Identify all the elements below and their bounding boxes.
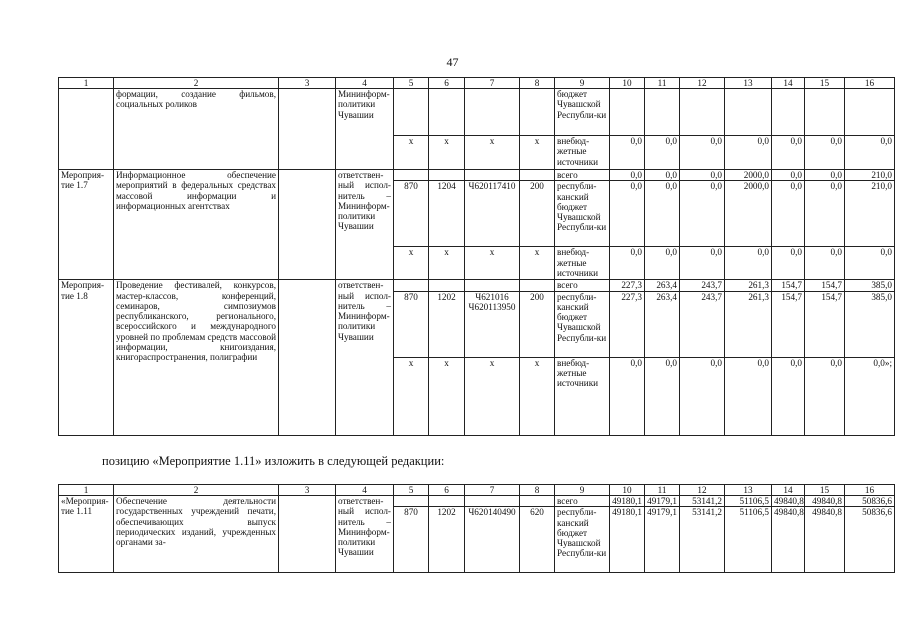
value-cell: 261,3: [725, 291, 772, 357]
cell: [772, 89, 805, 136]
cell: [429, 89, 465, 136]
column-number: 7: [465, 485, 520, 496]
column-number: 11: [645, 485, 680, 496]
value-cell: 49840,8: [772, 496, 805, 507]
column-number: 2: [114, 485, 279, 496]
funding-source: всего: [555, 170, 610, 181]
activity-name: Проведение фестивалей, конкурсов, мастер-классов, конференций, семинаров, симпозиумов республиканского, регионального, всероссийского и международного уровней по проблемам средств массовой информации, книгоиздания, книгораспространения, полиграфии: [114, 280, 279, 435]
column-number: 13: [725, 78, 772, 89]
cell: [845, 89, 895, 136]
activity-label-cell: [59, 89, 114, 170]
value-cell: 51106,5: [725, 507, 772, 573]
cell: [394, 89, 429, 136]
column-number: 1: [59, 78, 114, 89]
cell: x: [520, 136, 555, 170]
funding-source: всего: [555, 280, 610, 291]
funding-source: внебюд-жетные источники: [555, 136, 610, 170]
value-cell: 2000,0: [725, 181, 772, 247]
column-number: 13: [725, 485, 772, 496]
value-cell: 210,0: [845, 170, 895, 181]
value-cell: 0,0: [610, 170, 645, 181]
funding-source: республи-канский бюджет Чувашской Республи-ки: [555, 181, 610, 247]
value-cell: 385,0: [845, 291, 895, 357]
value-cell: 51106,5: [725, 496, 772, 507]
value-cell: 0,0: [680, 247, 725, 280]
cell: [645, 89, 680, 136]
empty-cell: [279, 89, 336, 170]
value-cell: 0,0: [845, 136, 895, 170]
cell: [394, 280, 429, 291]
cell: [394, 496, 429, 507]
cell: [429, 170, 465, 181]
cell: 870: [394, 291, 429, 357]
table-row: [59, 280, 895, 291]
value-cell: 49180,1: [610, 496, 645, 507]
funding-source: республи-канский бюджет Чувашской Республи-ки: [555, 507, 610, 573]
cell: x: [394, 357, 429, 435]
value-cell: 49179,1: [645, 507, 680, 573]
value-cell: 49180,1: [610, 507, 645, 573]
value-cell: 0,0: [725, 357, 772, 435]
value-cell: 0,0: [610, 136, 645, 170]
value-cell: 0,0: [725, 247, 772, 280]
cell: x: [429, 136, 465, 170]
executor: ответствен-ный испол-нитель – Мининформ-политики Чувашии: [336, 496, 394, 573]
cell: Ч620117410: [465, 181, 520, 247]
empty-cell: [279, 170, 336, 280]
value-cell: 0,0: [725, 136, 772, 170]
program-table-continued: [58, 77, 895, 436]
cell: [429, 496, 465, 507]
cell: [465, 496, 520, 507]
column-number: 2: [114, 78, 279, 89]
cell: [465, 280, 520, 291]
funding-source: республи-канский бюджет Чувашской Республи-ки: [555, 291, 610, 357]
value-cell: 0,0: [845, 247, 895, 280]
column-number: 8: [520, 78, 555, 89]
cell: [394, 170, 429, 181]
cell: [429, 280, 465, 291]
activity-label: Мероприя-тие 1.7: [59, 170, 114, 280]
executor: ответствен-ный испол-нитель – Мининформ-политики Чувашии: [336, 280, 394, 435]
cell: x: [429, 357, 465, 435]
amendment-instruction: позицию «Мероприятие 1.11» изложить в следующей редакции:: [102, 454, 445, 468]
cell: 1202: [429, 291, 465, 357]
empty-cell: [279, 496, 336, 573]
value-cell: 154,7: [772, 291, 805, 357]
cell: 870: [394, 507, 429, 573]
value-cell: 227,3: [610, 291, 645, 357]
column-number: 3: [279, 78, 336, 89]
cell: [520, 89, 555, 136]
column-number: 16: [845, 78, 895, 89]
value-cell: 50836,6: [845, 507, 895, 573]
funding-source: внебюд-жетные источники: [555, 357, 610, 435]
cell: x: [520, 357, 555, 435]
column-number: 10: [610, 485, 645, 496]
value-cell: 0,0: [680, 170, 725, 181]
empty-cell: [279, 280, 336, 435]
cell: [725, 89, 772, 136]
activity-name: Информационное обеспечение мероприятий в федеральных средствах массовой информации и информационных агентствах: [114, 170, 279, 280]
value-cell: 0,0: [645, 181, 680, 247]
value-cell: 227,3: [610, 280, 645, 291]
column-number: 1: [59, 485, 114, 496]
value-cell: 0,0: [772, 170, 805, 181]
value-cell: 0,0: [772, 136, 805, 170]
value-cell: 53141,2: [680, 496, 725, 507]
cell: [520, 280, 555, 291]
column-number: 5: [394, 485, 429, 496]
value-cell: 0,0: [645, 170, 680, 181]
column-number: 12: [680, 485, 725, 496]
executor: Мининформ-политики Чувашии: [336, 89, 394, 170]
cell: [805, 89, 845, 136]
column-number: 9: [555, 485, 610, 496]
cell: 200: [520, 291, 555, 357]
value-cell: 243,7: [680, 280, 725, 291]
column-number: 15: [805, 78, 845, 89]
value-cell: 261,3: [725, 280, 772, 291]
value-cell: 0,0: [680, 181, 725, 247]
cell: 1202: [429, 507, 465, 573]
cell: x: [465, 357, 520, 435]
value-cell: 154,7: [805, 291, 845, 357]
cell: x: [429, 247, 465, 280]
value-cell: 50836,6: [845, 496, 895, 507]
activity-name: Обеспечение деятельности государственных учреждений печати, обеспечивающих выпуск периодических изданий, учрежденных органами за-: [114, 496, 279, 573]
cell: [520, 170, 555, 181]
value-cell: 49840,8: [805, 496, 845, 507]
activity-label: Мероприя-тие 1.8: [59, 280, 114, 435]
value-cell: 243,7: [680, 291, 725, 357]
value-cell: 154,7: [772, 280, 805, 291]
value-cell: 0,0: [805, 170, 845, 181]
cell: 870: [394, 181, 429, 247]
column-number: 9: [555, 78, 610, 89]
table-row: [59, 496, 895, 507]
cell: x: [465, 247, 520, 280]
column-number: 4: [336, 485, 394, 496]
value-cell: 49179,1: [645, 496, 680, 507]
column-number: 10: [610, 78, 645, 89]
value-cell: 53141,2: [680, 507, 725, 573]
column-number-row: [59, 78, 895, 89]
value-cell: 0,0: [610, 247, 645, 280]
funding-source: внебюд-жетные источники: [555, 247, 610, 280]
table-row: [59, 170, 895, 181]
column-number: 11: [645, 78, 680, 89]
cell: x: [394, 136, 429, 170]
value-cell: 0,0: [805, 357, 845, 435]
activity-name: формации, создание фильмов, социальных роликов: [114, 89, 279, 170]
cell: 200: [520, 181, 555, 247]
value-cell: 0,0»;: [845, 357, 895, 435]
cell: x: [394, 247, 429, 280]
column-number: 6: [429, 485, 465, 496]
value-cell: 0,0: [610, 181, 645, 247]
value-cell: 49840,8: [772, 507, 805, 573]
value-cell: 0,0: [805, 181, 845, 247]
program-table-amendment: [58, 484, 895, 573]
value-cell: 0,0: [805, 136, 845, 170]
value-cell: 0,0: [610, 357, 645, 435]
column-number: 8: [520, 485, 555, 496]
column-number: 15: [805, 485, 845, 496]
funding-source: всего: [555, 496, 610, 507]
value-cell: 263,4: [645, 280, 680, 291]
cell: 1204: [429, 181, 465, 247]
value-cell: 385,0: [845, 280, 895, 291]
cell: [465, 170, 520, 181]
table-row: [59, 89, 895, 136]
column-number: 4: [336, 78, 394, 89]
value-cell: 154,7: [805, 280, 845, 291]
column-number: 6: [429, 78, 465, 89]
column-number: 14: [772, 485, 805, 496]
value-cell: 0,0: [772, 247, 805, 280]
cell: [520, 496, 555, 507]
cell: [610, 89, 645, 136]
cell: Ч620140490: [465, 507, 520, 573]
cell: x: [520, 247, 555, 280]
cell: Ч621016 Ч620113950: [465, 291, 520, 357]
cell: x: [465, 136, 520, 170]
page-number: 47: [446, 55, 459, 69]
value-cell: 0,0: [805, 247, 845, 280]
value-cell: 49840,8: [805, 507, 845, 573]
value-cell: 0,0: [645, 136, 680, 170]
column-number: 16: [845, 485, 895, 496]
funding-source: бюджет Чувашской Республи-ки: [555, 89, 610, 136]
column-number-row: [59, 485, 895, 496]
column-number: 7: [465, 78, 520, 89]
column-number: 5: [394, 78, 429, 89]
column-number: 12: [680, 78, 725, 89]
value-cell: 0,0: [772, 357, 805, 435]
value-cell: 0,0: [772, 181, 805, 247]
value-cell: 2000,0: [725, 170, 772, 181]
value-cell: 0,0: [645, 357, 680, 435]
value-cell: 263,4: [645, 291, 680, 357]
cell: [680, 89, 725, 136]
column-number: 14: [772, 78, 805, 89]
value-cell: 0,0: [645, 247, 680, 280]
value-cell: 0,0: [680, 136, 725, 170]
value-cell: 210,0: [845, 181, 895, 247]
column-number: 3: [279, 485, 336, 496]
cell: 620: [520, 507, 555, 573]
value-cell: 0,0: [680, 357, 725, 435]
activity-label: «Мероприя-тие 1.11: [59, 496, 114, 573]
cell: [465, 89, 520, 136]
executor: ответствен-ный испол-нитель – Мининформ-политики Чувашии: [336, 170, 394, 280]
